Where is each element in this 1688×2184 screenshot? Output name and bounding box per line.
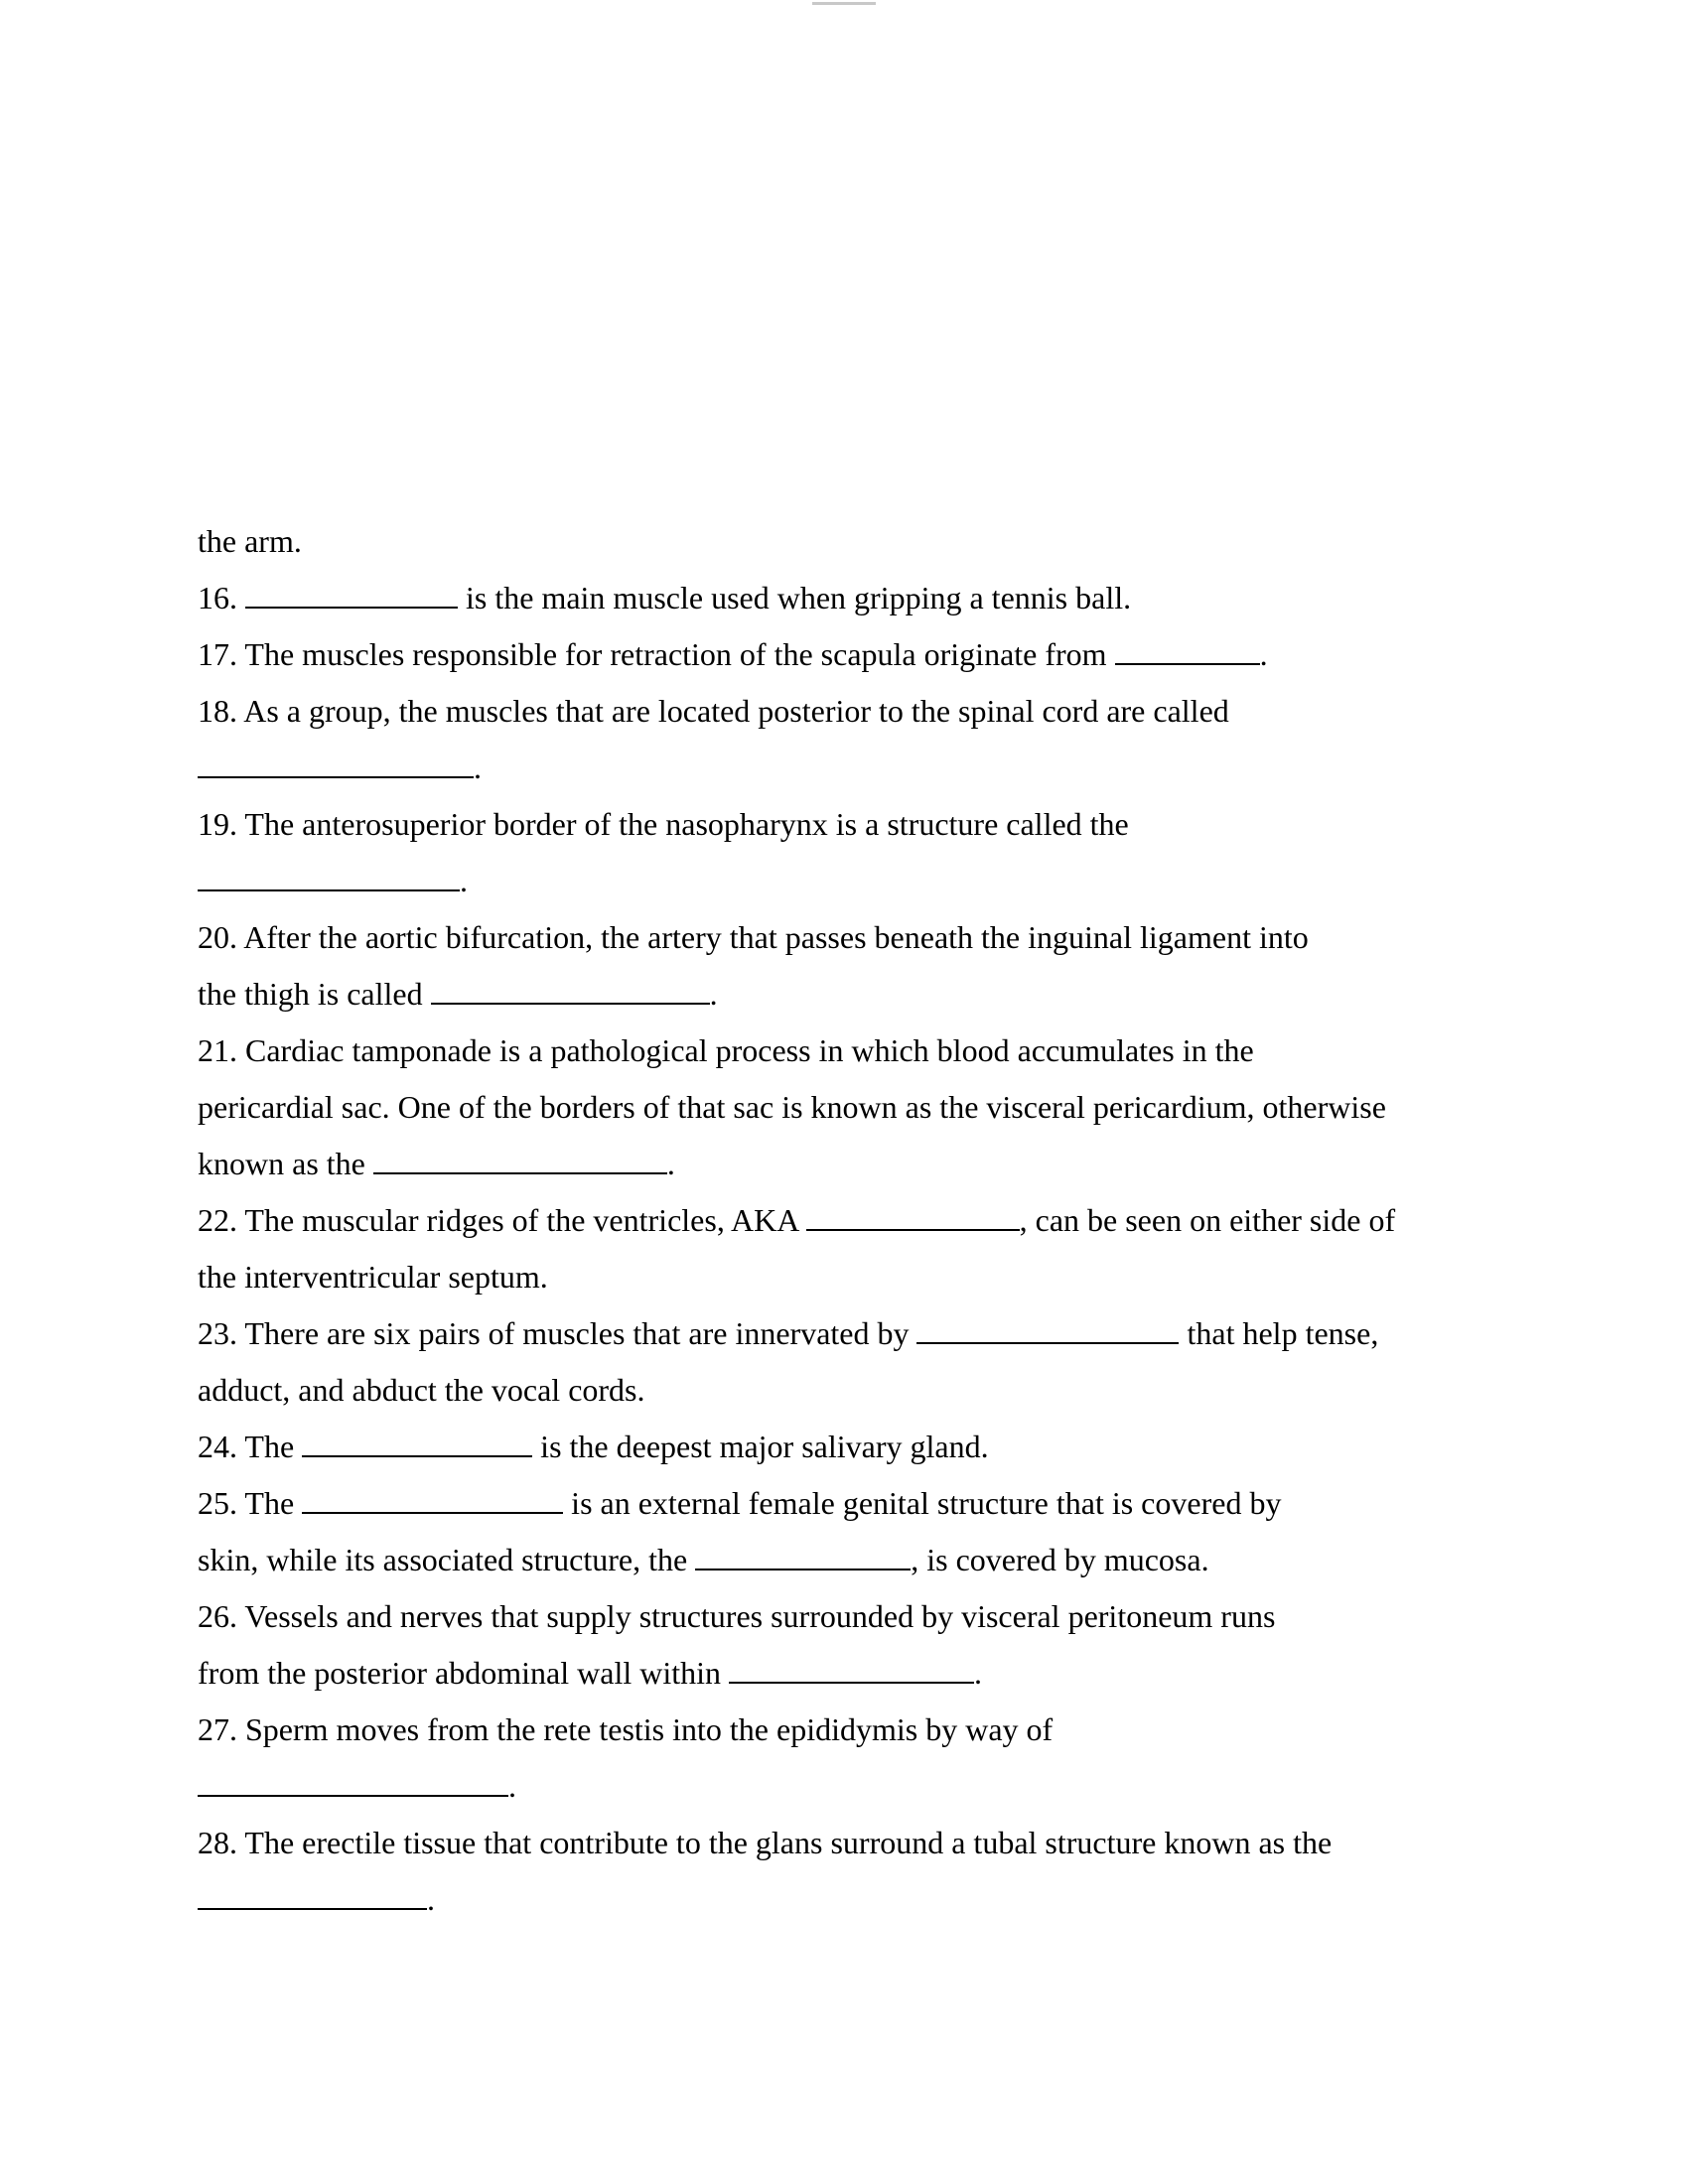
text-segment: , is covered by mucosa. — [911, 1542, 1209, 1577]
text-line — [198, 1089, 1386, 1125]
text-segment: that help tense, — [1179, 1315, 1379, 1351]
answer-blank[interactable] — [302, 1486, 563, 1514]
text-segment: . — [508, 1768, 516, 1804]
text-segment: . — [666, 1146, 675, 1181]
text-segment: the thigh is called — [198, 976, 431, 1012]
text-line — [198, 806, 1129, 842]
text-segment: is the deepest major salivary gland. — [532, 1429, 989, 1464]
text-line — [198, 750, 482, 785]
text-segment: 20. After the aortic bifurcation, the artery that passes beneath the inguinal ligament into — [198, 919, 1309, 955]
text-segment: . — [474, 750, 482, 785]
answer-blank[interactable] — [198, 1882, 427, 1910]
answer-blank[interactable] — [198, 751, 474, 778]
text-line — [198, 1315, 1378, 1351]
text-segment: 25. The — [198, 1485, 303, 1521]
answer-blank[interactable] — [729, 1656, 974, 1684]
text-line — [198, 976, 718, 1012]
text-segment: is the main muscle used when gripping a tennis ball. — [458, 580, 1132, 615]
text-line — [198, 1768, 516, 1804]
text-segment: . — [709, 976, 718, 1012]
text-segment: the arm. — [198, 523, 302, 559]
text-line — [198, 636, 1268, 672]
text-segment: 22. The muscular ridges of the ventricles, AKA — [198, 1202, 806, 1238]
answer-blank[interactable] — [373, 1147, 667, 1174]
text-line — [198, 693, 1229, 729]
text-segment: . — [427, 1881, 435, 1917]
text-segment: . — [460, 863, 468, 898]
answer-blank[interactable] — [198, 864, 460, 891]
text-line — [198, 1485, 1281, 1521]
text-line — [198, 1598, 1275, 1634]
text-segment: from the posterior abdominal wall within — [198, 1655, 729, 1691]
text-line — [198, 523, 302, 559]
text-line — [198, 1429, 989, 1464]
text-line — [198, 1372, 645, 1408]
text-segment: pericardial sac. One of the borders of that sac is known as the visceral pericardium, otherwise — [198, 1089, 1386, 1125]
text-segment: 27. Sperm moves from the rete testis into the epididymis by way of — [198, 1711, 1054, 1747]
text-segment: 16. — [198, 580, 245, 615]
text-segment: 17. The muscles responsible for retraction of the scapula originate from — [198, 636, 1115, 672]
text-line — [198, 1032, 1254, 1068]
text-line — [198, 1711, 1053, 1747]
text-segment: skin, while its associated structure, the — [198, 1542, 696, 1577]
text-line — [198, 1259, 548, 1295]
answer-blank[interactable] — [302, 1430, 532, 1457]
text-segment: . — [974, 1655, 982, 1691]
text-segment: known as the — [198, 1146, 373, 1181]
text-segment: 19. The anterosuperior border of the nasopharynx is a structure called the — [198, 806, 1129, 842]
text-line — [198, 919, 1309, 955]
text-line — [198, 1655, 982, 1691]
text-segment: the interventricular septum. — [198, 1259, 548, 1295]
text-segment: 24. The — [198, 1429, 303, 1464]
answer-blank[interactable] — [1115, 637, 1260, 665]
text-line — [198, 863, 468, 898]
text-line — [198, 1825, 1332, 1860]
text-line — [198, 580, 1131, 615]
answer-blank[interactable] — [198, 1769, 508, 1797]
text-segment: 21. Cardiac tamponade is a pathological process in which blood accumulates in the — [198, 1032, 1254, 1068]
text-segment: adduct, and abduct the vocal cords. — [198, 1372, 645, 1408]
text-segment: 18. As a group, the muscles that are located posterior to the spinal cord are called — [198, 693, 1229, 729]
text-segment: is an external female genital structure that is covered by — [563, 1485, 1282, 1521]
text-segment: , can be seen on either side of — [1019, 1202, 1396, 1238]
text-segment: . — [1259, 636, 1268, 672]
text-line — [198, 1202, 1395, 1238]
text-line — [198, 1881, 435, 1917]
text-segment: 28. The erectile tissue that contribute to the glans surround a tubal structure known as the — [198, 1825, 1333, 1860]
text-segment: 26. Vessels and nerves that supply structures surrounded by visceral peritoneum runs — [198, 1598, 1276, 1634]
text-line — [198, 1542, 1209, 1577]
text-line — [198, 1146, 675, 1181]
answer-blank[interactable] — [806, 1203, 1020, 1231]
answer-blank[interactable] — [695, 1543, 911, 1570]
text-segment: 23. There are six pairs of muscles that are innervated by — [198, 1315, 917, 1351]
answer-blank[interactable] — [916, 1316, 1179, 1344]
answer-blank[interactable] — [245, 581, 458, 609]
header-watermark — [812, 2, 876, 5]
answer-blank[interactable] — [431, 977, 710, 1005]
